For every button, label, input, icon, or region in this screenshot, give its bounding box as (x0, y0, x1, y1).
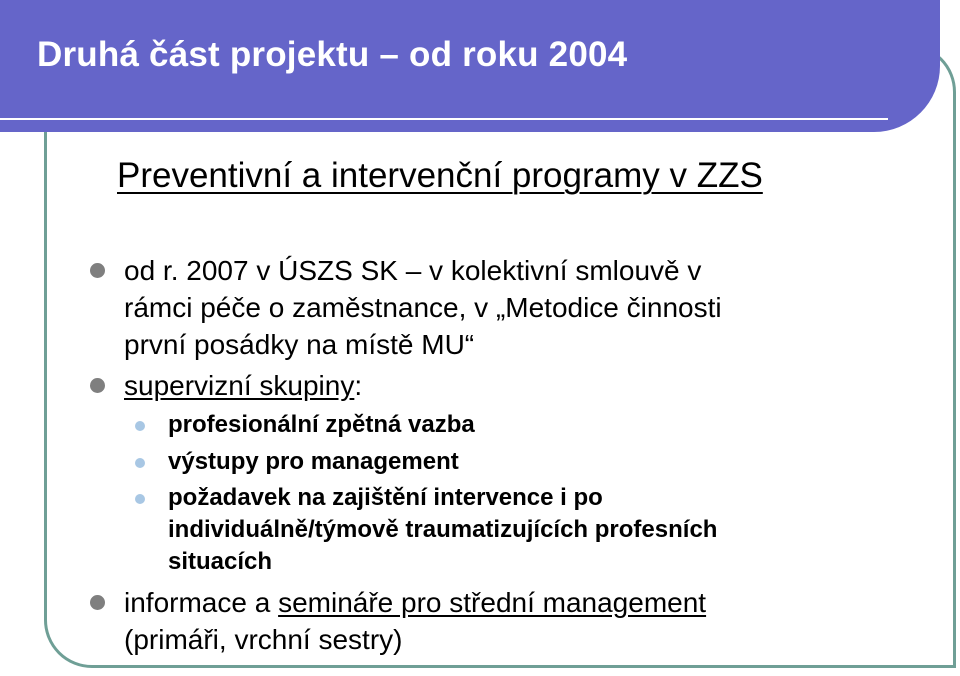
bullet-dot-icon (90, 595, 105, 610)
bullet-text: informace a (124, 587, 279, 618)
sub-bullet-dot-icon (135, 458, 145, 468)
title-divider (0, 118, 888, 120)
sub-bullet-text: výstupy pro management (168, 448, 459, 475)
bullet-dot-icon (90, 263, 105, 278)
sub-bullet-text: profesionální zpětná vazba (168, 411, 475, 438)
sub-bullet-text: požadavek na zajištění intervence i po individuálně/týmově traumatizujících profesních situacích (168, 484, 718, 575)
sub-bullet-dot-icon (135, 421, 145, 431)
bullet-line: (primáři, vrchní sestry) (124, 624, 403, 655)
sub-bullet-item (168, 446, 459, 478)
bullet-line: rámci péče o zaměstnance, v „Metodice činnosti (124, 292, 722, 323)
bullet-item (124, 584, 924, 658)
bullet-suffix: : (354, 370, 363, 401)
bullet-dot-icon (90, 378, 105, 393)
bullet-underlined-text: supervizní skupiny (124, 370, 355, 401)
bullet-underlined-text: semináře pro střední management (278, 587, 707, 618)
sub-bullet-item (168, 409, 475, 441)
bullet-line: první posádky na místě MU“ (124, 329, 475, 360)
subtitle: Preventivní a intervenční programy v ZZS (117, 156, 763, 195)
bullet-line: od r. 2007 v ÚSZS SK – v kolektivní smlouvě v (124, 255, 702, 286)
sub-bullet-dot-icon (135, 494, 145, 504)
sub-bullet-item (168, 482, 828, 578)
slide-title: Druhá část projektu – od roku 2004 (37, 35, 628, 74)
title-band (0, 0, 940, 132)
bullet-item (124, 367, 924, 404)
bullet-item (124, 252, 924, 363)
